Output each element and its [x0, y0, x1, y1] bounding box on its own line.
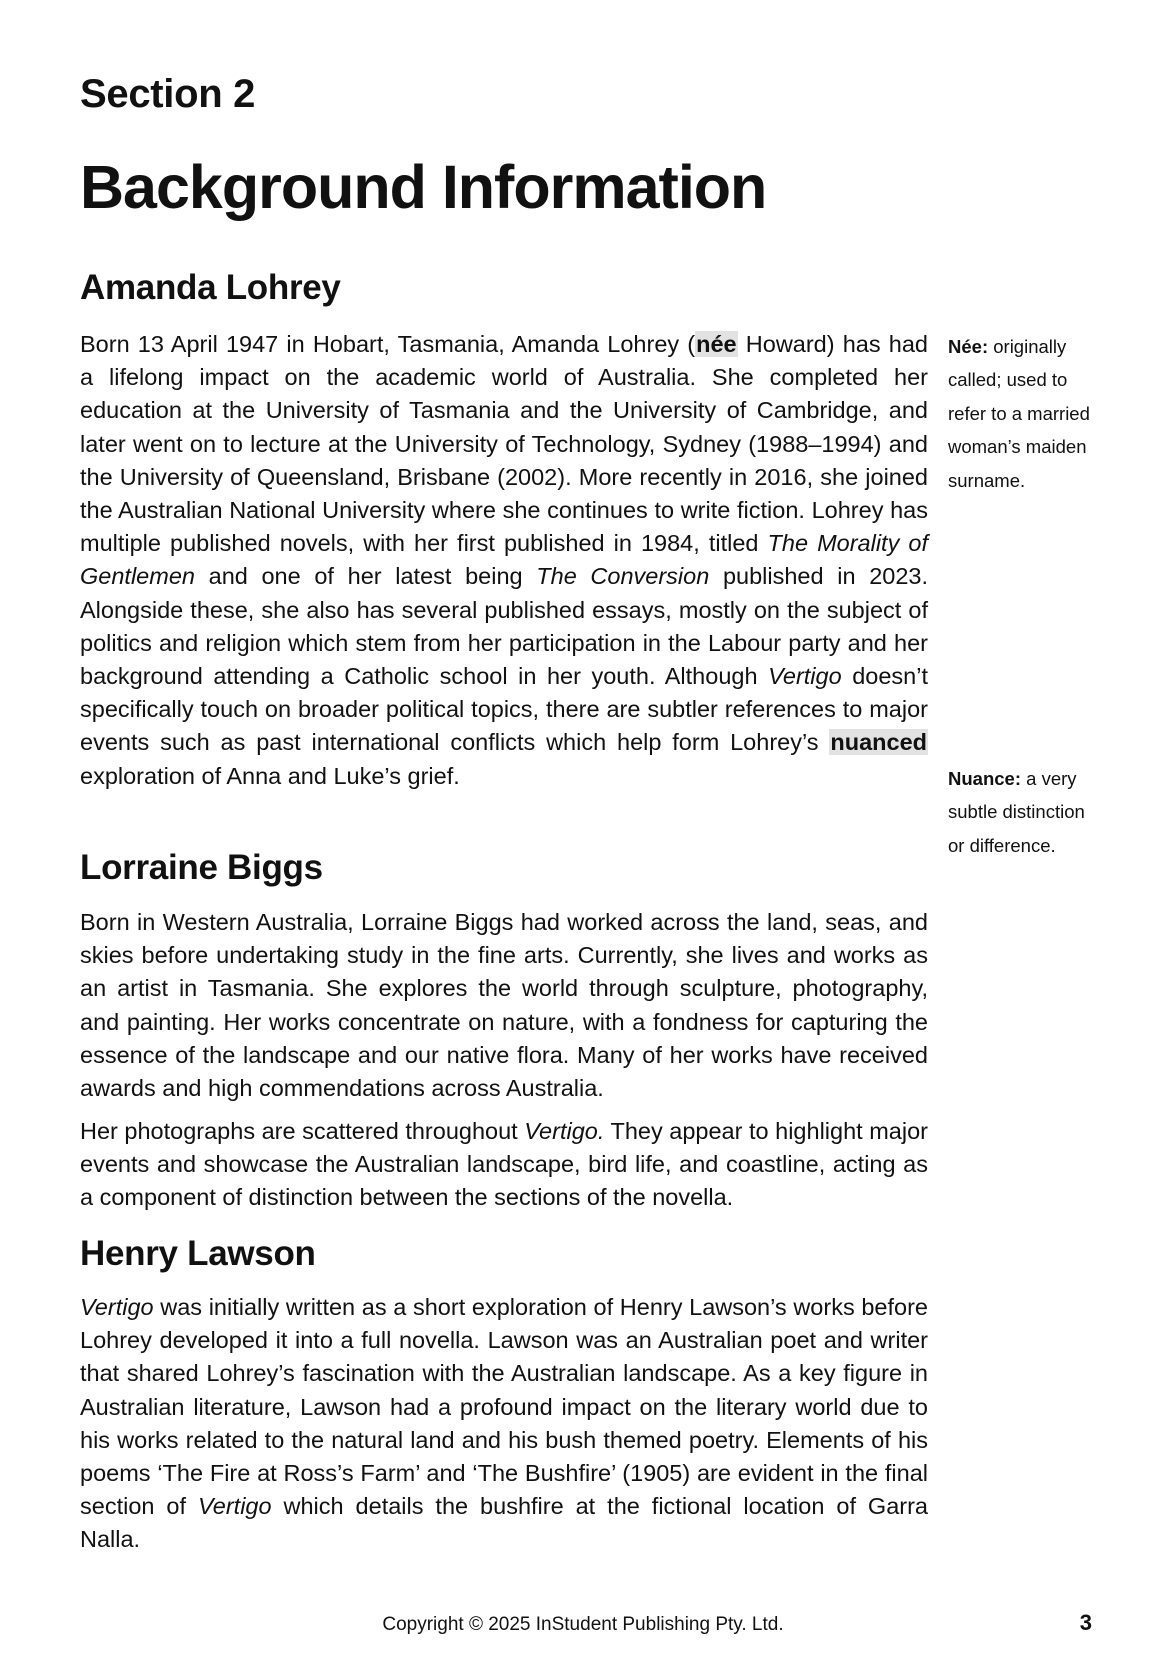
glossary-note-nuance — [948, 762, 1098, 862]
text-run: Her photographs are scattered throughout — [80, 1118, 525, 1144]
book-title: Vertigo. — [524, 1118, 605, 1144]
book-title: The Morality of Gentlemen — [80, 530, 928, 590]
text-run: Howard) has had a lifelong impact on the academic world of Australia. She completed her education at the University of Tasmania and the University of Cambridge, and later went on to lecture at the University of Technology, Sydney (1988–1994) and the University of Queensland, Brisbane (2002). More recently in 2016, she joined the Australian National University where she continues to write fiction. Lohrey has multiple published novels, with her first published in 1984, titled — [80, 331, 928, 557]
page-number: 3 — [1079, 1610, 1092, 1635]
heading-lorraine-biggs: Lorraine Biggs — [80, 848, 323, 887]
text-run: exploration of Anna and Luke’s grief. — [80, 762, 460, 789]
book-title: Vertigo — [197, 1493, 272, 1520]
text-run: They appear to highlight major events and showcase the Australian landscape, bird life, and coastline, acting as a component of distinction between the sections of the novella. — [80, 1118, 928, 1211]
paragraph-lorraine-biggs-2 — [80, 1115, 928, 1215]
text-run: doesn’t specifically touch on broader political topics, there are subtler references to major events such as past international conflicts which help form Lohrey’s — [80, 663, 928, 756]
page-title: Background Information — [80, 153, 767, 221]
text-run: Born 13 April 1947 in Hobart, Tasmania, Amanda Lohrey ( — [80, 331, 696, 357]
footer-copyright: Copyright © 2025 InStudent Publishing Pty. Ltd. — [382, 1614, 784, 1635]
keyword-nee: née — [696, 331, 737, 357]
book-title: The Conversion — [536, 563, 710, 590]
book-title: Vertigo — [80, 1294, 154, 1320]
text-run: published in 2023. Alongside these, she also has several published essays, mostly on the subject of politics and religion which stem from her participation in the Labour party and her background attending a Catholic school in her youth. Although — [80, 563, 929, 690]
paragraph-henry-lawson — [80, 1291, 928, 1557]
text-run: was initially written as a short exploration of Henry Lawson’s works before Lohrey developed it into a full novella. Lawson was an Australian poet and writer that shared Lohrey’s fascination with the Australian landscape. As a key figure in Australian literature, Lawson had a profound impact on the literary world due to his works related to the natural land and his bush themed poetry. Elements of his poems ‘The Fire at Ross’s Farm’ and ‘The Bushfire’ (1905) are evident in the final section of — [80, 1294, 928, 1520]
paragraph-lorraine-biggs-1: Born in Western Australia, Lorraine Biggs had worked across the land, seas, and skies before undertaking study in the fine arts. Currently, she lives and works as an artist in Tasmania. She explores the world through sculpture, photography, and painting. Her works concentrate on nature, with a fondness for capturing the essence of the landscape and our native flora. Many of her works have received awards and high commendations across Australia. — [80, 909, 928, 1102]
heading-amanda-lohrey: Amanda Lohrey — [80, 268, 341, 307]
glossary-term: Nuance: — [948, 768, 1021, 789]
glossary-definition: originally called; used to refer to a married woman’s maiden surname. — [948, 336, 1090, 491]
glossary-definition: a very subtle distinction or difference. — [948, 768, 1085, 856]
section-label: Section 2 — [80, 72, 256, 116]
paragraph-amanda-lohrey — [80, 328, 928, 793]
text-run: and one of her latest being — [194, 563, 537, 590]
glossary-term: Née: — [948, 336, 989, 357]
text-run: which details the bushfire at the fictional location of Garra Nalla. — [80, 1493, 928, 1553]
glossary-note-nee — [948, 330, 1098, 497]
book-title: Vertigo — [768, 663, 842, 690]
heading-henry-lawson: Henry Lawson — [80, 1234, 316, 1273]
keyword-nuanced: nuanced — [830, 729, 927, 756]
